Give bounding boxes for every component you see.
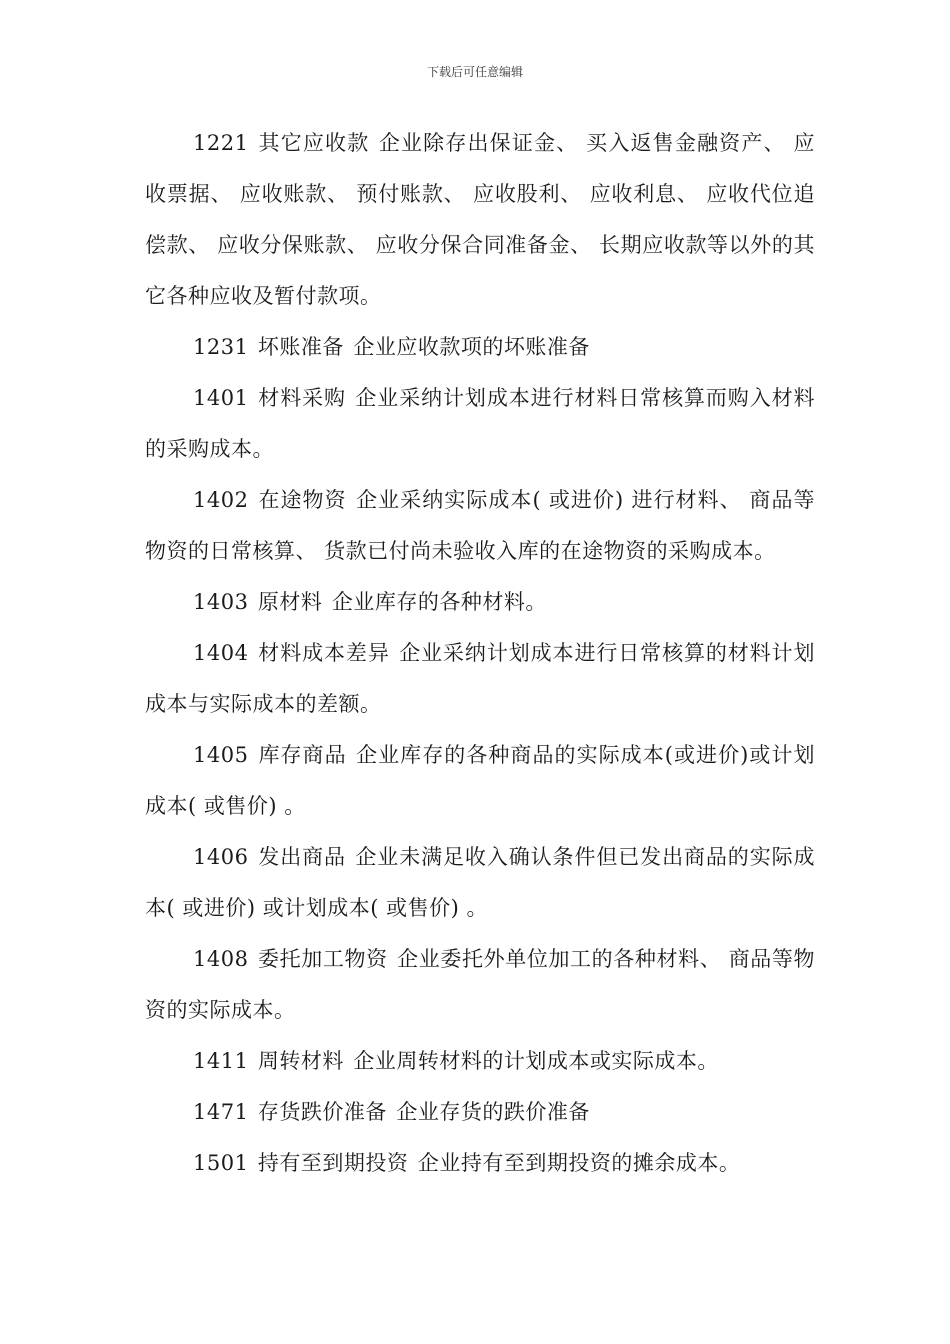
account-name: 委托加工物资 xyxy=(257,947,388,971)
account-name: 原材料 xyxy=(257,590,323,614)
account-code: 1221 xyxy=(193,131,249,155)
account-entry-1231 xyxy=(145,322,815,373)
account-description: 企业委托外单位加工的各种材料、 商品等物资的实际成本。 xyxy=(145,947,815,1022)
account-code: 1471 xyxy=(193,1100,249,1124)
account-code: 1231 xyxy=(193,335,249,359)
account-code: 1411 xyxy=(193,1049,249,1073)
account-name: 其它应收款 xyxy=(257,131,370,155)
account-description: 企业周转材料的计划成本或实际成本。 xyxy=(353,1049,719,1073)
account-entry-1404 xyxy=(145,628,815,730)
account-description: 企业库存的各种商品的实际成本(或进价)或计划成本( 或售价) 。 xyxy=(145,743,815,818)
account-code: 1408 xyxy=(193,947,249,971)
account-name: 周转材料 xyxy=(257,1049,344,1073)
account-description: 企业库存的各种材料。 xyxy=(331,590,547,614)
account-entry-1501 xyxy=(145,1138,815,1189)
account-entry-1221 xyxy=(145,118,815,322)
account-name: 存货跌价准备 xyxy=(257,1100,387,1124)
account-entry-1408 xyxy=(145,934,815,1036)
account-description: 企业除存出保证金、 买入返售金融资产、 应收票据、 应收账款、 预付账款、 应收股利、 应收利息、 应收代位追偿款、 应收分保账款、 应收分保合同准备金、 长期应收款等以外的其它各种应收及暂付款项。 xyxy=(145,131,815,308)
account-entry-1402 xyxy=(145,475,815,577)
account-description: 企业存货的跌价准备 xyxy=(396,1100,590,1124)
account-description: 企业应收款项的坏账准备 xyxy=(353,335,590,359)
account-description: 企业持有至到期投资的摊余成本。 xyxy=(417,1151,741,1175)
account-code: 1404 xyxy=(193,641,249,665)
document-body xyxy=(145,118,815,1189)
page-header: 下载后可任意编辑 xyxy=(426,65,523,79)
account-name: 材料采购 xyxy=(257,386,346,410)
account-name: 在途物资 xyxy=(257,488,347,512)
account-name: 库存商品 xyxy=(257,743,347,767)
account-code: 1406 xyxy=(193,845,249,869)
account-code: 1501 xyxy=(193,1151,249,1175)
account-name: 材料成本差异 xyxy=(257,641,390,665)
account-description: 企业采纳实际成本( 或进价) 进行材料、 商品等物资的日常核算、 货款已付尚未验收入库的在途物资的采购成本。 xyxy=(145,488,815,563)
account-entry-1403 xyxy=(145,577,815,628)
account-code: 1402 xyxy=(193,488,249,512)
account-entry-1401 xyxy=(145,373,815,475)
account-name: 发出商品 xyxy=(257,845,346,869)
account-description: 企业未满足收入确认条件但已发出商品的实际成本( 或进价) 或计划成本( 或售价) 。 xyxy=(145,845,816,920)
account-name: 坏账准备 xyxy=(257,335,344,359)
account-entry-1405 xyxy=(145,730,815,832)
account-code: 1405 xyxy=(193,743,249,767)
account-code: 1403 xyxy=(193,590,249,614)
account-entry-1471 xyxy=(145,1087,815,1138)
account-entry-1411 xyxy=(145,1036,815,1087)
account-entry-1406 xyxy=(145,832,815,934)
account-description: 企业采纳计划成本进行日常核算的材料计划成本与实际成本的差额。 xyxy=(145,641,816,716)
account-name: 持有至到期投资 xyxy=(257,1151,409,1175)
account-description: 企业采纳计划成本进行材料日常核算而购入材料的采购成本。 xyxy=(145,386,816,461)
account-code: 1401 xyxy=(193,386,249,410)
